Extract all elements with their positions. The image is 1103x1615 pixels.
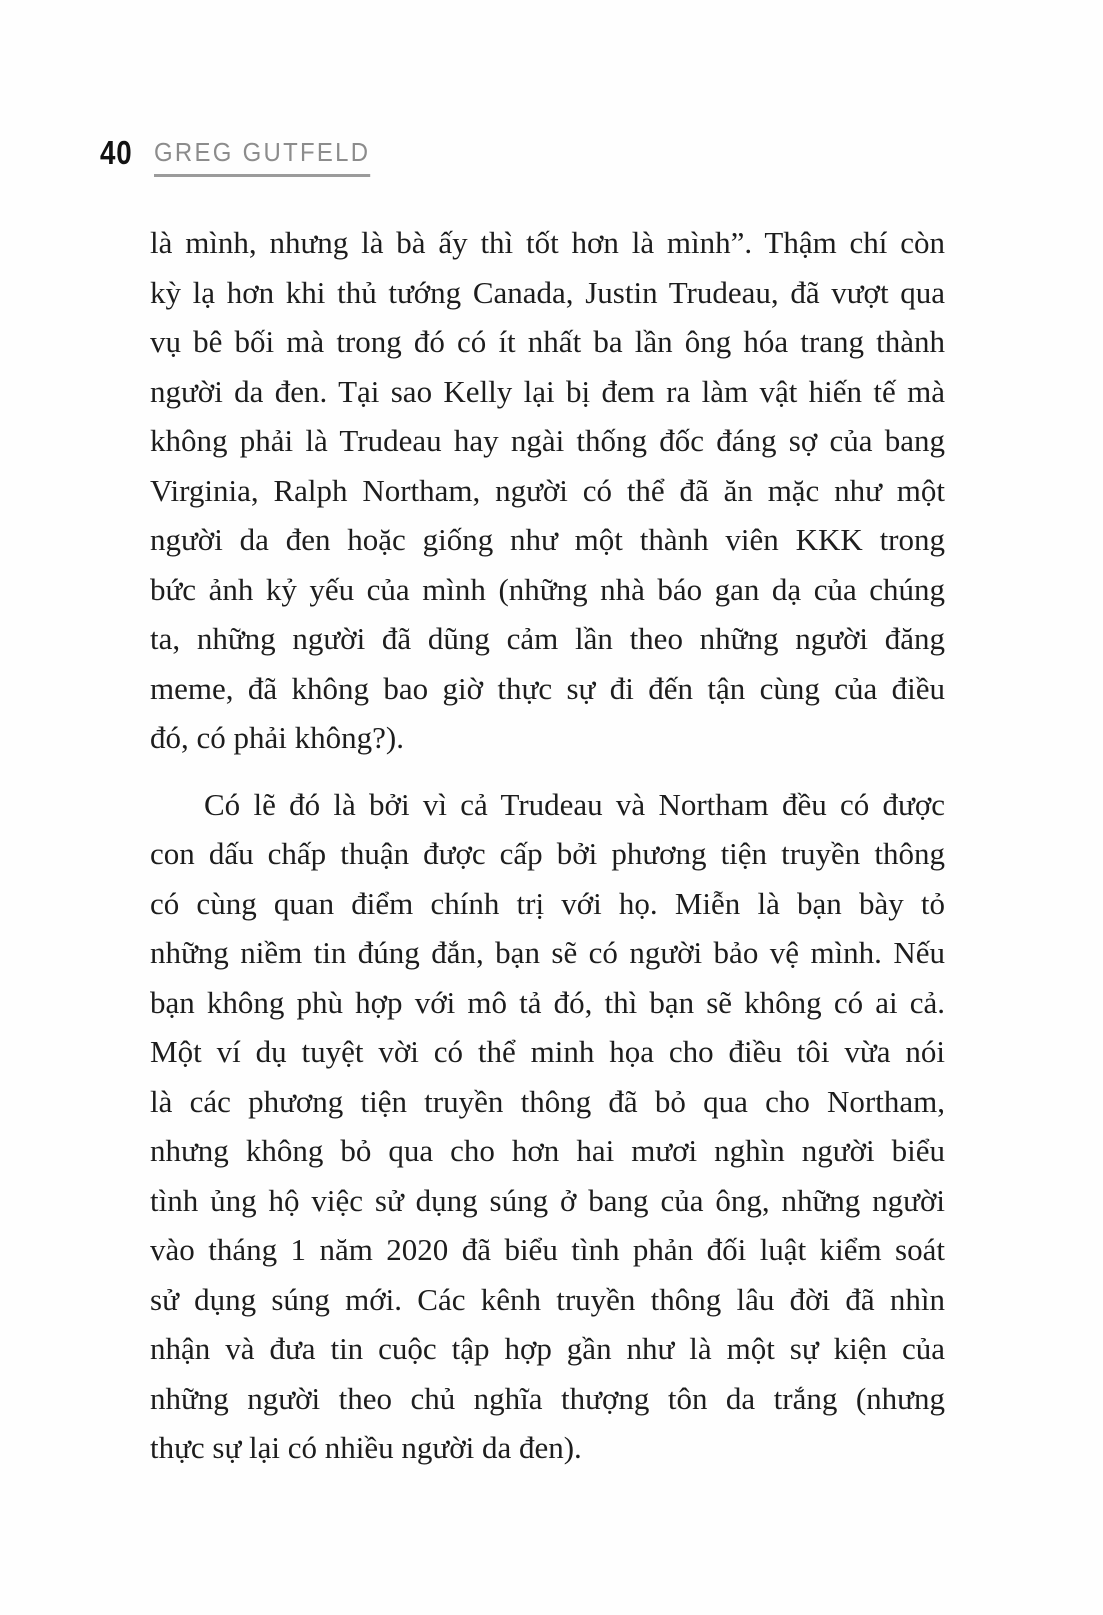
text-line: meme, đã không bao giờ thực sự đi đến tận cùng của điều bbox=[150, 670, 945, 706]
paragraph bbox=[150, 218, 945, 763]
text-line: người da đen. Tại sao Kelly lại bị đem ra làm vật hiến tế mà bbox=[150, 373, 945, 409]
text-line: không phải là Trudeau hay ngài thống đốc đáng sợ của bang bbox=[150, 423, 945, 458]
text-line: đó, có phải không?). bbox=[150, 720, 404, 755]
text-line: Có lẽ đó là bởi vì cả Trudeau và Northam đều có được bbox=[204, 786, 945, 822]
text-line: sử dụng súng mới. Các kênh truyền thông lâu đời đã nhìn bbox=[150, 1281, 945, 1317]
text-line: là các phương tiện truyền thông đã bỏ qua cho Northam, bbox=[150, 1083, 945, 1119]
paragraph bbox=[150, 780, 945, 1473]
text-line: vào tháng 1 năm 2020 đã biểu tình phản đối luật kiểm soát bbox=[150, 1232, 945, 1267]
page-number: 40 bbox=[100, 134, 133, 171]
text-line: bức ảnh kỷ yếu của mình (những nhà báo gan dạ của chúng bbox=[150, 571, 945, 607]
text-line: tình ủng hộ việc sử dụng súng ở bang của ông, những người bbox=[150, 1182, 945, 1218]
text-line: Một ví dụ tuyệt vời có thể minh họa cho điều tôi vừa nói bbox=[150, 1034, 945, 1069]
text-line: Virginia, Ralph Northam, người có thể đã ăn mặc như một bbox=[150, 472, 945, 508]
text-line: những niềm tin đúng đắn, bạn sẽ có người bảo vệ mình. Nếu bbox=[150, 935, 945, 970]
text-line: nhưng không bỏ qua cho hơn hai mươi nghìn người biểu bbox=[150, 1133, 945, 1168]
page-body bbox=[150, 218, 945, 1473]
text-line: là mình, nhưng là bà ấy thì tốt hơn là mình”. Thậm chí còn bbox=[150, 225, 945, 260]
page-header bbox=[100, 136, 389, 177]
text-line: thực sự lại có nhiều người da đen). bbox=[150, 1430, 582, 1465]
running-header-author: GREG GUTFELD bbox=[154, 139, 370, 177]
text-line: nhận và đưa tin cuộc tập hợp gần như là một sự kiện của bbox=[150, 1331, 945, 1366]
text-line: kỳ lạ hơn khi thủ tướng Canada, Justin Trudeau, đã vượt qua bbox=[150, 274, 945, 310]
text-line: con dấu chấp thuận được cấp bởi phương tiện truyền thông bbox=[150, 836, 945, 871]
text-line: những người theo chủ nghĩa thượng tôn da trắng (nhưng bbox=[150, 1380, 945, 1416]
text-line: người da đen hoặc giống như một thành viên KKK trong bbox=[150, 522, 945, 557]
text-line: bạn không phù hợp với mô tả đó, thì bạn sẽ không có ai cả. bbox=[150, 984, 945, 1020]
text-line: vụ bê bối mà trong đó có ít nhất ba lần ông hóa trang thành bbox=[150, 324, 945, 359]
text-line: ta, những người đã dũng cảm lần theo những người đăng bbox=[150, 621, 945, 656]
text-line: có cùng quan điểm chính trị với họ. Miễn là bạn bày tỏ bbox=[150, 885, 945, 921]
